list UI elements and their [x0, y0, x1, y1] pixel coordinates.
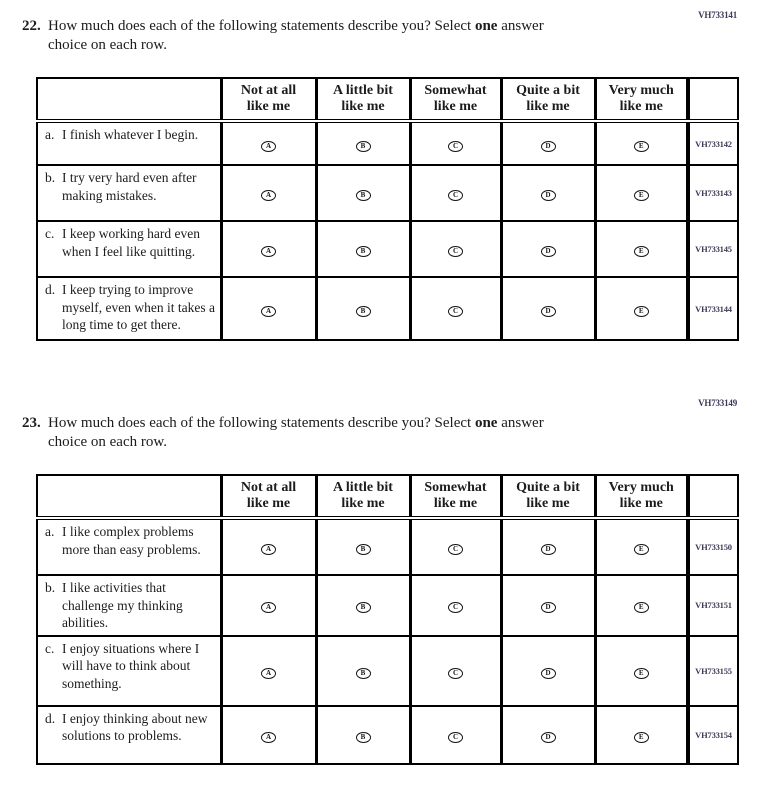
statement-cell — [37, 221, 221, 277]
bubble-c[interactable]: C — [448, 141, 463, 152]
column-header-very-much — [595, 78, 688, 121]
bubble-cell — [221, 277, 316, 340]
bubble-e[interactable]: E — [634, 602, 649, 613]
column-header-line2: like me — [619, 99, 663, 114]
row-letter: c. — [45, 226, 55, 241]
column-header-line2: like me — [246, 496, 291, 511]
column-header-not-at-all — [221, 475, 316, 518]
row-letter: a. — [45, 524, 55, 539]
bubble-cell — [316, 518, 410, 575]
table-row-a — [37, 121, 738, 165]
bubble-cell — [501, 636, 595, 706]
statement-cell — [37, 121, 221, 165]
question-22-bold-word: one — [474, 18, 498, 34]
bubble-a[interactable]: A — [261, 306, 276, 317]
bubble-cell — [410, 518, 501, 575]
bubble-cell — [316, 121, 410, 165]
column-header-line1: Somewhat — [424, 480, 487, 495]
bubble-cell — [410, 277, 501, 340]
bubble-c[interactable]: C — [448, 306, 463, 317]
bubble-d[interactable]: D — [541, 732, 556, 743]
bubble-c[interactable]: C — [448, 602, 463, 613]
question-23-table — [36, 474, 739, 765]
statement-text: I try very hard even after making mistakes. — [62, 170, 197, 203]
item-code: VH733154 — [688, 706, 738, 764]
bubble-a[interactable]: A — [261, 141, 276, 152]
bubble-cell — [501, 277, 595, 340]
row-letter: b. — [45, 580, 56, 595]
bubble-cell — [221, 636, 316, 706]
bubble-c[interactable]: C — [448, 668, 463, 679]
bubble-d[interactable]: D — [541, 246, 556, 257]
bubble-cell — [410, 575, 501, 636]
column-header-line2: like me — [526, 99, 570, 114]
bubble-cell — [501, 121, 595, 165]
bubble-cell — [595, 575, 688, 636]
column-header-line2: like me — [433, 496, 478, 511]
bubble-d[interactable]: D — [541, 544, 556, 555]
question-23-text-line2: choice on each row. — [48, 433, 167, 450]
bubble-b[interactable]: B — [356, 190, 371, 201]
header-row — [37, 475, 738, 518]
statement-cell — [37, 518, 221, 575]
question-22-text: How much does each of the following statements describe you? Select — [48, 18, 475, 34]
question-23-number: 23. — [22, 415, 41, 431]
bubble-a[interactable]: A — [261, 544, 276, 555]
column-header-quite-a-bit — [501, 78, 595, 121]
item-code: VH733155 — [688, 636, 738, 706]
header-row — [37, 78, 738, 121]
table-row-d — [37, 706, 738, 764]
statement-text: I keep working hard even when I feel like quitting. — [62, 226, 200, 259]
bubble-a[interactable]: A — [261, 732, 276, 743]
column-header-line1: Not at all — [240, 83, 297, 98]
item-code: VH733145 — [688, 221, 738, 277]
column-header-line1: Quite a bit — [516, 480, 580, 495]
statement-cell — [37, 277, 221, 340]
question-23-code: VH733149 — [698, 398, 737, 408]
row-letter: a. — [45, 127, 55, 142]
bubble-cell — [410, 165, 501, 221]
column-header-line1: Not at all — [240, 480, 297, 495]
bubble-cell — [595, 121, 688, 165]
statement-column-header — [37, 475, 221, 518]
bubble-cell — [221, 165, 316, 221]
table-row-a — [37, 518, 738, 575]
bubble-cell — [410, 221, 501, 277]
bubble-cell — [501, 518, 595, 575]
question-23-text: How much does each of the following statements describe you? Select — [48, 415, 475, 431]
item-code: VH733150 — [688, 518, 738, 575]
column-header-quite-a-bit — [501, 475, 595, 518]
question-22-code: VH733141 — [698, 10, 737, 20]
bubble-e[interactable]: E — [634, 668, 649, 679]
bubble-b[interactable]: B — [356, 141, 371, 152]
statement-cell — [37, 575, 221, 636]
bubble-c[interactable]: C — [448, 246, 463, 257]
bubble-cell — [316, 277, 410, 340]
bubble-e[interactable]: E — [634, 141, 649, 152]
bubble-cell — [595, 277, 688, 340]
bubble-c[interactable]: C — [448, 190, 463, 201]
bubble-d[interactable]: D — [541, 306, 556, 317]
statement-column-header — [37, 78, 221, 121]
item-code: VH733143 — [688, 165, 738, 221]
statement-text: I keep trying to improve myself, even when it takes a long time to get there. — [62, 282, 215, 332]
row-letter: d. — [45, 710, 56, 726]
bubble-cell — [501, 706, 595, 764]
bubble-cell — [595, 221, 688, 277]
bubble-d[interactable]: D — [541, 141, 556, 152]
row-letter: b. — [45, 170, 56, 185]
question-22-table — [36, 77, 739, 341]
bubble-e[interactable]: E — [634, 190, 649, 201]
bubble-cell — [501, 221, 595, 277]
bubble-a[interactable]: A — [261, 190, 276, 201]
column-header-line2: like me — [246, 99, 291, 114]
column-header-somewhat — [410, 475, 501, 518]
bubble-cell — [316, 221, 410, 277]
bubble-e[interactable]: E — [634, 544, 649, 555]
bubble-a[interactable]: A — [261, 602, 276, 613]
bubble-cell — [410, 121, 501, 165]
table-row-c — [37, 636, 738, 706]
bubble-cell — [595, 165, 688, 221]
bubble-cell — [501, 165, 595, 221]
bubble-c[interactable]: C — [448, 544, 463, 555]
bubble-d[interactable]: D — [541, 190, 556, 201]
table-row-b — [37, 165, 738, 221]
column-header-line1: A little bit — [333, 83, 393, 98]
bubble-e[interactable]: E — [634, 306, 649, 317]
bubble-b[interactable]: B — [356, 602, 371, 613]
row-letter: d. — [45, 282, 56, 297]
question-22-text-line2: choice on each row. — [48, 36, 167, 53]
bubble-cell — [410, 636, 501, 706]
column-header-a-little-bit — [316, 78, 410, 121]
bubble-d[interactable]: D — [541, 602, 556, 613]
bubble-cell — [316, 706, 410, 764]
item-code: VH733151 — [688, 575, 738, 636]
bubble-b[interactable]: B — [356, 544, 371, 555]
code-column-header — [688, 475, 738, 518]
statement-text: I like activities that challenge my thinking abilities. — [62, 580, 183, 630]
statement-cell — [37, 706, 221, 764]
column-header-a-little-bit — [316, 475, 410, 518]
item-code: VH733144 — [688, 277, 738, 340]
column-header-line1: Quite a bit — [516, 83, 580, 98]
column-header-line1: Very much — [608, 83, 674, 98]
bubble-cell — [316, 636, 410, 706]
statement-text: I finish whatever I begin. — [62, 127, 199, 142]
bubble-c[interactable]: C — [448, 732, 463, 743]
column-header-line1: A little bit — [333, 480, 393, 495]
bubble-b[interactable]: B — [356, 732, 371, 743]
question-22-text-after: answer — [497, 18, 544, 34]
bubble-a[interactable]: A — [261, 668, 276, 679]
bubble-cell — [221, 121, 316, 165]
bubble-cell — [316, 165, 410, 221]
bubble-a[interactable]: A — [261, 246, 276, 257]
bubble-cell — [221, 518, 316, 575]
bubble-cell — [595, 636, 688, 706]
bubble-b[interactable]: B — [356, 668, 371, 679]
column-header-line2: like me — [433, 99, 478, 114]
column-header-line2: like me — [526, 496, 570, 511]
question-22-number: 22. — [22, 18, 41, 34]
statement-text: I like complex problems more than easy problems. — [62, 524, 201, 557]
table-row-b — [37, 575, 738, 636]
code-column-header — [688, 78, 738, 121]
question-23-prompt — [22, 414, 672, 451]
column-header-not-at-all — [221, 78, 316, 121]
bubble-b[interactable]: B — [356, 246, 371, 257]
bubble-cell — [501, 575, 595, 636]
question-23-bold-word: one — [474, 415, 498, 431]
bubble-cell — [221, 706, 316, 764]
column-header-line1: Very much — [608, 480, 674, 495]
table-row-d — [37, 277, 738, 340]
statement-text: I enjoy thinking about new solutions to problems. — [62, 710, 208, 743]
item-code: VH733142 — [688, 121, 738, 165]
bubble-e[interactable]: E — [634, 732, 649, 743]
column-header-very-much — [595, 475, 688, 518]
column-header-somewhat — [410, 78, 501, 121]
column-header-line2: like me — [341, 496, 385, 511]
bubble-cell — [595, 518, 688, 575]
bubble-cell — [221, 221, 316, 277]
column-header-line1: Somewhat — [424, 83, 487, 98]
question-22-prompt — [22, 17, 672, 54]
question-23-text-after: answer — [497, 415, 544, 431]
bubble-cell — [595, 706, 688, 764]
bubble-d[interactable]: D — [541, 668, 556, 679]
statement-cell — [37, 165, 221, 221]
statement-text: I enjoy situations where I will have to think about something. — [62, 640, 200, 691]
column-header-line2: like me — [619, 496, 663, 511]
bubble-e[interactable]: E — [634, 246, 649, 257]
bubble-cell — [410, 706, 501, 764]
bubble-b[interactable]: B — [356, 306, 371, 317]
table-row-c — [37, 221, 738, 277]
bubble-cell — [316, 575, 410, 636]
column-header-line2: like me — [341, 99, 385, 114]
row-letter: c. — [45, 640, 55, 656]
bubble-cell — [221, 575, 316, 636]
statement-cell — [37, 636, 221, 706]
